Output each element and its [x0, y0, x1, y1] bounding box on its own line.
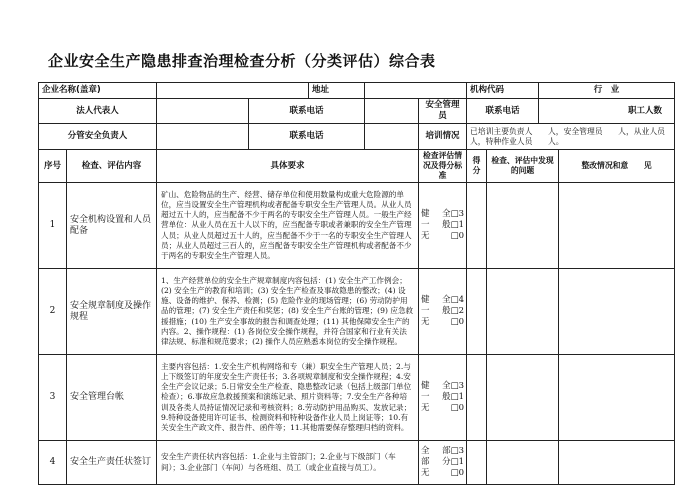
row-issues[interactable] — [487, 269, 559, 355]
company-name-label: 企业名称(盖章) — [39, 83, 157, 99]
row-issues[interactable] — [487, 183, 559, 269]
row-number: 1 — [39, 183, 67, 269]
row-rectify[interactable] — [559, 355, 675, 441]
company-name-value[interactable] — [157, 83, 309, 99]
row-eval[interactable]: 健 全□3 一 般□1 无 □0 — [419, 355, 467, 441]
safety-leader-label: 分管安全负责人 — [39, 124, 157, 150]
legal-rep-value[interactable] — [157, 99, 249, 124]
row-item: 安全规章制度及操作规程 — [67, 269, 157, 355]
address-label: 地址 — [309, 83, 365, 99]
row-eval[interactable]: 全 部□3 部 分□1 无 □0 — [419, 441, 467, 485]
row-number: 2 — [39, 269, 67, 355]
table-row — [39, 183, 675, 269]
row-rectify[interactable] — [559, 183, 675, 269]
phone-label-2: 联系电话 — [467, 99, 539, 124]
employees-label: 职工人数 — [539, 99, 675, 124]
row-item: 安全管理台帐 — [67, 355, 157, 441]
table-row — [39, 269, 675, 355]
row-requirements: 主要内容包括：1.安全生产机构网络和专（兼）职安全生产管理人员；2.与上下级签订的年度安全生产责任书；3.各项规章制度和安全操作规程；4.安全生产会议记录；5.日常安全生产检查、隐患整改记录（包括上级部门单位检查）；6.事故应急救援预案和演练记录、照片资料等；7.安全生产各种培训及各类人员持证情况记录和考核资料；8.劳动防护用品购买、发放记录；9.特种设备使用许可证书、检测资料和特种设备作业人员上岗证等；10.有关安全生产政文件、报告件、函件等；11.其他需要保存整理归档的资料。 — [157, 355, 419, 441]
col-item: 检查、评估内容 — [67, 150, 157, 183]
phone-label-3: 联系电话 — [249, 124, 365, 150]
page-title: 企业安全生产隐患排查治理检查分析（分类评估）综合表 — [48, 52, 436, 70]
safety-officer-label: 安全管理员 — [419, 99, 467, 124]
row-item: 安全生产责任状签订 — [67, 441, 157, 485]
col-no: 序号 — [39, 150, 67, 183]
table-row — [39, 355, 675, 441]
inspection-table — [38, 82, 681, 485]
phone-value-3[interactable] — [365, 124, 419, 150]
row-eval[interactable]: 健 全□3 一 般□1 无 □0 — [419, 183, 467, 269]
row-issues[interactable] — [487, 441, 559, 485]
col-rectify: 整改情况和意 见 — [559, 150, 675, 183]
col-requirements: 具体要求 — [157, 150, 419, 183]
row-score[interactable] — [467, 355, 487, 441]
address-value[interactable] — [365, 83, 467, 99]
training-text: 已培训主要负责人 人，安全管理员 人，从业人员 人，特种作业人员 人。 — [467, 124, 675, 150]
row-number: 4 — [39, 441, 67, 485]
col-eval: 检查评估情况及得分标准 — [419, 150, 467, 183]
row-score[interactable] — [467, 183, 487, 269]
row-requirements: 1、生产经营单位的安全生产规章制度内容包括：(1) 安全生产工作例会；(2) 安全生产的教育和培训；(3) 安全生产检查及事故隐患的整改；(4) 设施、设备的维护、保养、检测；(5) 危险作业的现场管理；(6) 劳动防护用品的管理；(7) 安全生产责任和奖惩；(8) 安全生产台账的管理；(9) 应急救援措施；(10) 生产安全事故的报告和调查处理；(11) 其他保障安全生产的内容。2、操作规程：(1) 各岗位安全操作规程，并符合国家和行业有关法律法规、标准和规范要求；(2) 操作人员应熟悉本岗位的安全操作规程。 — [157, 269, 419, 355]
row-rectify[interactable] — [559, 441, 675, 485]
row-score[interactable] — [467, 441, 487, 485]
row-rectify[interactable] — [559, 269, 675, 355]
phone-value-1[interactable] — [365, 99, 419, 124]
row-issues[interactable] — [487, 355, 559, 441]
training-label: 培训情况 — [419, 124, 467, 150]
safety-leader-value[interactable] — [157, 124, 249, 150]
row-requirements: 矿山、危险物品的生产、经营、储存单位和使用数量构成重大危险源的单位，应当设置安全生产管理机构或者配备专职安全生产管理人员。从业人员超过五十人的，应当配备不少于两名的专职安全生产管理人员。一般生产经营单位：从业人员在五十人以下的，应当配备专职或者兼职的安全生产管理人员；从业人员超过五十人的，应当配备不少于一名的专职安全生产管理人员；从业人员超过三百人的，应当配备专职安全生产管理机构或者配备不少于两名的专职安全生产管理人员。 — [157, 183, 419, 269]
industry-label: 行 业 — [539, 83, 675, 99]
row-eval[interactable]: 健 全□4 一 般□2 无 □0 — [419, 269, 467, 355]
row-item: 安全机构设置和人员配备 — [67, 183, 157, 269]
col-score: 得分 — [467, 150, 487, 183]
phone-label-1: 联系电话 — [249, 99, 365, 124]
row-number: 3 — [39, 355, 67, 441]
legal-rep-label: 法人代表人 — [39, 99, 157, 124]
table-row — [39, 441, 675, 485]
row-score[interactable] — [467, 269, 487, 355]
org-code-label: 机构代码 — [467, 83, 539, 99]
row-requirements: 安全生产责任状内容包括：1.企业与主管部门；2.企业与下级部门（车间）；3.企业部门（车间）与各班组、员工（或企业直接与员工）。 — [157, 441, 419, 485]
col-issues: 检查、评估中发现的问题 — [487, 150, 559, 183]
